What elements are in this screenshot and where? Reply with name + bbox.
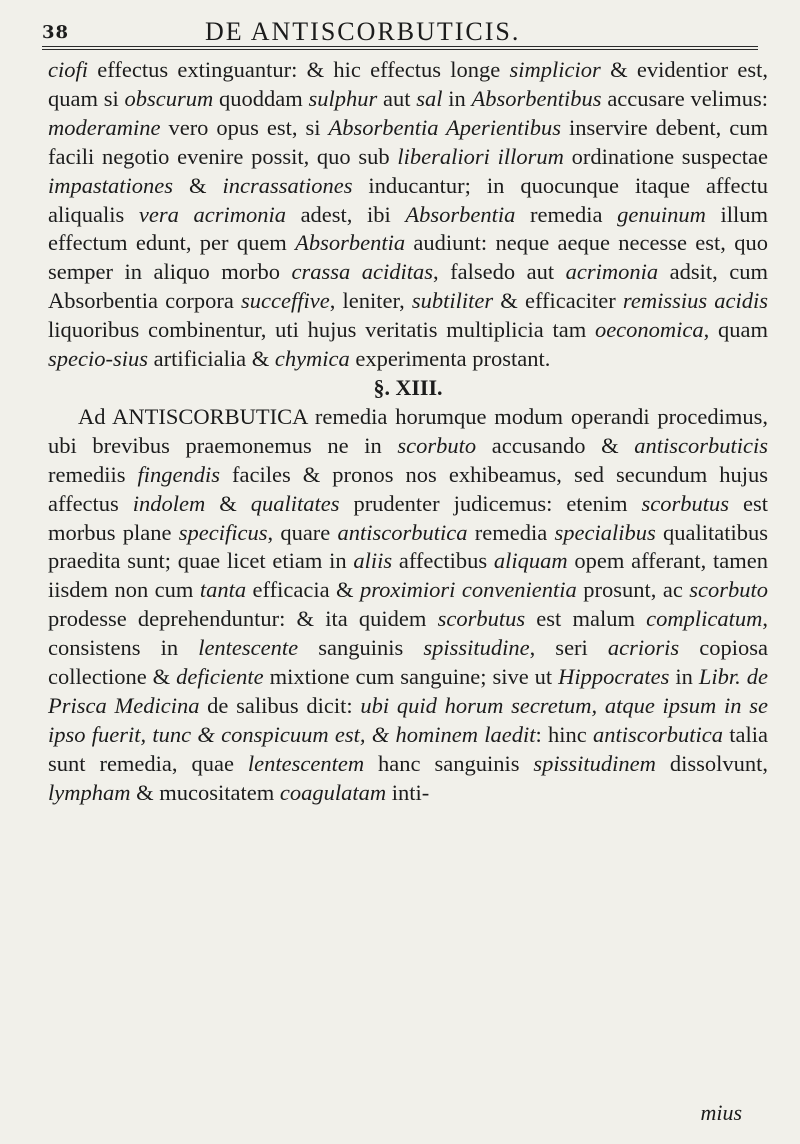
- text-run: talia sunt remedia, quae: [48, 721, 768, 776]
- text-run: , quare: [267, 519, 338, 545]
- italic-run: antiscorbuticis: [634, 432, 768, 458]
- text-run: faciles & pronos nos exhibeamus, sed secundum hujus affectus: [48, 461, 768, 516]
- text-run: in: [442, 85, 472, 111]
- italic-run: Absorbentibus: [471, 85, 602, 111]
- italic-run: chymica: [274, 346, 350, 372]
- italic-run: proximiori convenientia: [359, 577, 577, 603]
- text-run: qualitatibus praedita sunt; quae licet etiam in: [48, 519, 768, 574]
- italic-run: scorbutus: [437, 606, 526, 632]
- text-run: ordinatione suspectae: [563, 143, 768, 169]
- italic-run: subtiliter: [411, 288, 494, 314]
- italic-run: acrimonia: [565, 259, 659, 285]
- italic-run: ubi quid horum secretum, atque ipsum in se ipso fuerit, tunc & conspicuum est, & hominem laedit: [48, 692, 769, 747]
- italic-run: coagulatam: [279, 779, 387, 805]
- section-heading: §. XIII.: [373, 374, 443, 400]
- text-run: aut: [377, 85, 417, 111]
- text-run: affectibus: [392, 548, 494, 574]
- text-run: mixtione cum sanguine; sive ut: [263, 664, 559, 690]
- text-run: , seri: [529, 635, 608, 661]
- italic-run: genuinum: [617, 201, 706, 227]
- italic-run: Absorbentia Aperientibus: [328, 114, 562, 140]
- text-run: est malum: [525, 606, 647, 632]
- italic-run: liberaliori illorum: [397, 143, 564, 169]
- text-run: de salibus dicit:: [199, 692, 361, 718]
- italic-run: Absorbentia: [405, 201, 516, 227]
- italic-run: Hippocrates: [558, 664, 670, 690]
- italic-run: antiscorbutica: [337, 519, 468, 545]
- italic-run: obscurum: [124, 85, 214, 111]
- italic-run: antiscorbutica: [593, 721, 724, 747]
- italic-run: ciofi: [48, 57, 88, 82]
- italic-run: complicatum: [646, 606, 763, 632]
- text-run: effectus extinguantur: & hic effectus longe: [88, 57, 510, 82]
- italic-run: spissitudinem: [533, 750, 656, 776]
- text-run: illum effectum edunt, per quem: [48, 201, 768, 256]
- italic-run: scorbuto: [689, 577, 769, 603]
- italic-run: Libr. de Prisca Medicina: [48, 664, 768, 718]
- page-number: 38: [42, 22, 70, 43]
- italic-run: crassa aciditas: [291, 259, 433, 285]
- text-run: in: [669, 664, 699, 690]
- text-run: vero opus est, si: [160, 114, 329, 140]
- italic-run: specio-sius: [48, 346, 148, 372]
- italic-run: scorbutus: [641, 490, 730, 516]
- text-run: efficacia &: [246, 577, 360, 603]
- text-run: inti-: [386, 779, 430, 805]
- catchword: mius: [700, 1100, 742, 1125]
- text-run: accusare velimus:: [601, 85, 768, 111]
- text-run: , consistens in: [48, 606, 769, 661]
- italic-run: scorbuto: [397, 432, 477, 458]
- italic-run: impastationes: [48, 172, 174, 198]
- text-run: sanguinis: [298, 635, 424, 661]
- text-run: remedia: [467, 519, 555, 545]
- italic-run: oeconomica: [594, 317, 704, 343]
- text-run: prudenter judicemus: etenim: [339, 490, 642, 516]
- text-run: & evidentior est, quam si: [48, 57, 768, 111]
- text-run: adest, ibi: [285, 201, 406, 227]
- italic-run: indolem: [132, 490, 206, 516]
- italic-run: fingendis: [137, 461, 220, 487]
- text-run: accusando &: [476, 432, 635, 458]
- text-run: Ad ANTISCORBUTICA remedia horumque modum operandi procedimus, ubi brevibus praemonemus ne in: [48, 403, 768, 458]
- text-run: dissolvunt,: [655, 750, 768, 776]
- text-run: hanc sanguinis: [364, 750, 534, 776]
- italic-run: deficiente: [176, 664, 264, 690]
- text-run: copiosa collectione &: [48, 635, 768, 690]
- text-run: est morbus plane: [48, 490, 768, 545]
- text-run: : hinc: [535, 721, 594, 747]
- text-run: adsit, cum Absorbentia corpora: [48, 259, 768, 314]
- text-run: remedia: [515, 201, 618, 227]
- italic-run: aliis: [353, 548, 393, 574]
- text-run: & mucositatem: [130, 779, 280, 805]
- text-run: , leniter,: [329, 288, 412, 314]
- text-run: prodesse deprehenduntur: & ita quidem: [48, 606, 438, 632]
- text-run: prosunt, ac: [576, 577, 690, 603]
- text-block: [48, 56, 768, 808]
- italic-run: lentescente: [198, 635, 299, 661]
- italic-run: tanta: [199, 577, 247, 603]
- text-run: , falsedo aut: [433, 259, 566, 285]
- italic-run: acrioris: [607, 635, 680, 661]
- italic-run: specialibus: [554, 519, 656, 545]
- text-run: inducantur; in quocunque itaque affectu aliqualis: [48, 172, 768, 227]
- text-run: & efficaciter: [493, 288, 623, 314]
- italic-run: qualitates: [250, 490, 340, 516]
- italic-run: succeffive: [241, 288, 330, 314]
- text-run: opem afferant, tamen iisdem non cum: [48, 548, 768, 603]
- paragraph-2: [48, 403, 768, 808]
- italic-run: lympham: [48, 779, 131, 805]
- text-run: artificialia &: [148, 346, 275, 372]
- text-run: &: [205, 490, 251, 516]
- text-run: quoddam: [213, 85, 309, 111]
- italic-run: sulphur: [308, 85, 378, 111]
- text-run: , quam: [703, 317, 768, 343]
- italic-run: moderamine: [48, 114, 161, 140]
- italic-run: sal: [416, 85, 443, 111]
- paragraph-1: [48, 56, 768, 374]
- italic-run: incrassationes: [222, 172, 353, 198]
- italic-run: lentescentem: [247, 750, 365, 776]
- running-title: DE ANTISCORBUTICIS.: [205, 17, 521, 46]
- text-run: experimenta prostant.: [349, 346, 551, 372]
- italic-run: simplicior: [509, 57, 601, 82]
- text-run: liquoribus combinentur, uti hujus veritatis multiplicia tam: [48, 317, 595, 343]
- italic-run: aliquam: [493, 548, 568, 574]
- text-run: inservire debent, cum facili negotio evenire possit, quo sub: [48, 114, 768, 169]
- italic-run: Absorbentia: [295, 230, 406, 256]
- italic-run: spissitudine: [423, 635, 530, 661]
- italic-run: remissius acidis: [622, 288, 768, 314]
- text-run: audiunt: neque aeque necesse est, quo semper in aliquo morbo: [48, 230, 768, 285]
- text-run: &: [173, 172, 223, 198]
- italic-run: vera acrimonia: [138, 201, 286, 227]
- text-run: remediis: [48, 461, 138, 487]
- italic-run: specificus: [178, 519, 268, 545]
- header-rule: [42, 46, 758, 50]
